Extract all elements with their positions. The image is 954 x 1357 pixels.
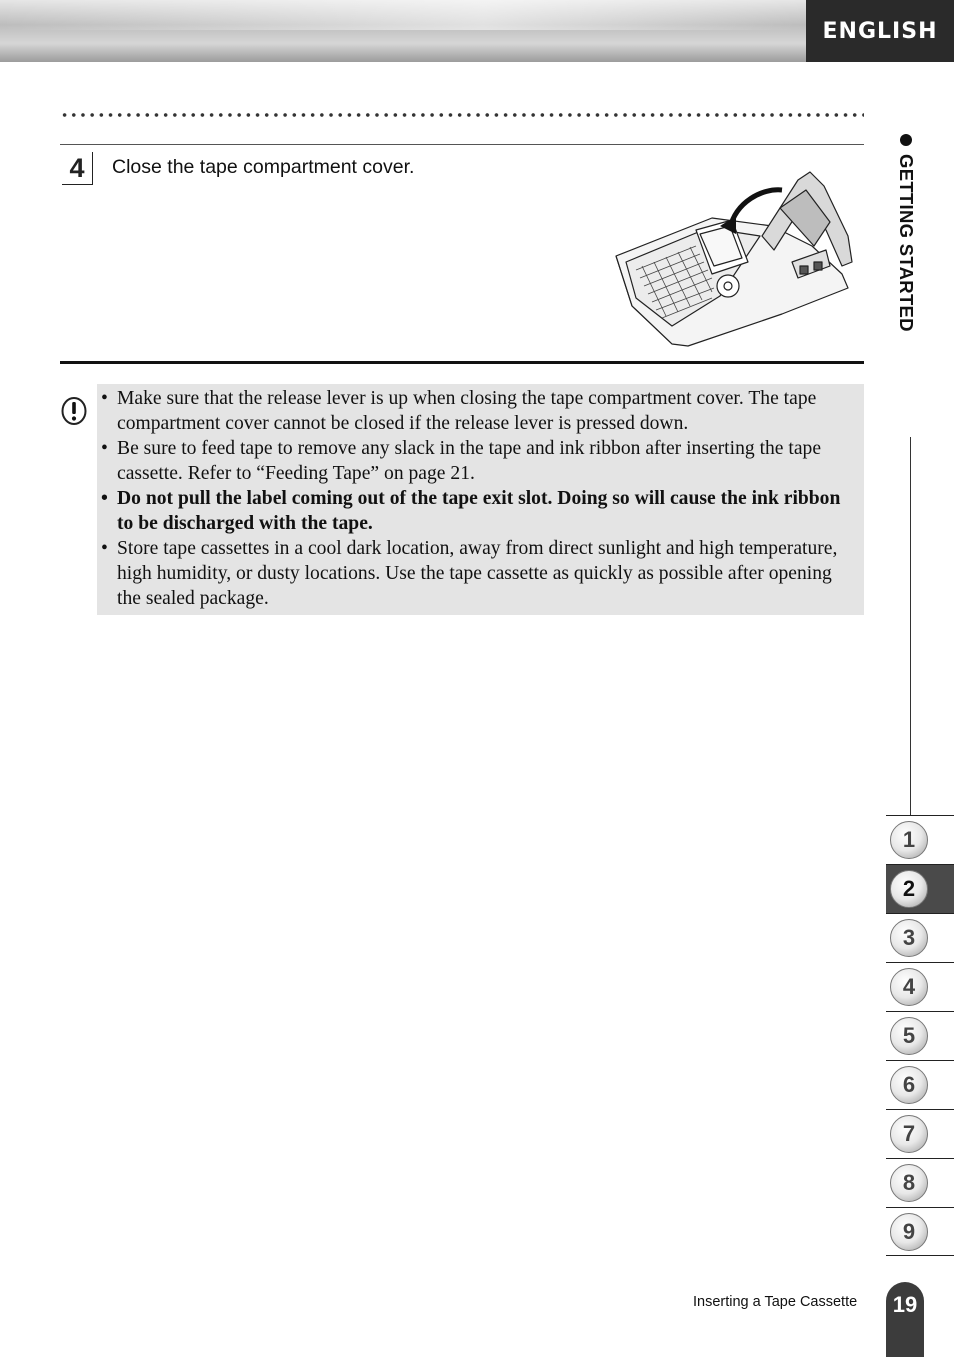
chapter-number: 2 [890,870,928,908]
footer-section-title: Inserting a Tape Cassette [693,1294,858,1310]
side-vertical-rule [910,437,911,815]
chapter-tabs [886,815,954,1256]
chapter-tab-6[interactable] [886,1060,954,1109]
chapter-number: 1 [890,821,928,859]
chapter-tab-8[interactable] [886,1158,954,1207]
chapter-number: 9 [890,1213,928,1251]
section-side-label-text: GETTING STARTED [896,154,917,332]
caution-text: Be sure to feed tape to remove any slack in the tape and ink ribbon after inserting the tape cassette. Refer to “Feeding Tape” on page 21. [117,438,822,484]
caution-text: Make sure that the release lever is up when closing the tape compartment cover. The tape compartment cover cannot be closed if the release lever is pressed down. [117,388,817,434]
chapter-tab-2-active[interactable] [886,864,954,913]
caution-icon [60,396,88,426]
chapter-tab-1[interactable] [886,815,954,864]
chapter-tab-5[interactable] [886,1011,954,1060]
chapter-tab-7[interactable] [886,1109,954,1158]
section-side-label [893,134,917,334]
dotted-divider [60,112,864,118]
chapter-number: 3 [890,919,928,957]
caution-list [101,386,859,611]
page-number: 19 [886,1282,924,1357]
bullet-dot-icon [900,134,912,146]
bullet: • [101,388,108,409]
bullet: • [101,438,108,459]
caution-item-warning [101,486,859,536]
label-printer-illustration [612,166,856,348]
caution-item [101,536,859,611]
chapter-tab-4[interactable] [886,962,954,1011]
caution-text: Do not pull the label coming out of the tape exit slot. Doing so will cause the ink ribbon to be discharged with the tape. [117,488,841,534]
chapter-number: 5 [890,1017,928,1055]
caution-item [101,386,859,436]
section-divider [60,361,864,364]
step-instruction: Close the tape compartment cover. [112,156,415,178]
chapter-number: 8 [890,1164,928,1202]
chapter-number: 4 [890,968,928,1006]
caution-note-box [97,384,864,615]
caution-item [101,436,859,486]
chapter-tab-9[interactable] [886,1207,954,1256]
step-number: 4 [62,152,93,185]
bullet: • [101,538,108,559]
caution-text: Store tape cassettes in a cool dark location, away from direct sunlight and high temperature, high humidity, or dusty locations. Use the tape cassette as quickly as possible after opening the sealed package. [117,538,838,609]
bullet: • [101,488,108,509]
step-top-rule [60,144,864,145]
chapter-number: 7 [890,1115,928,1153]
language-tab: ENGLISH [806,0,954,62]
header-bar [0,0,806,62]
chapter-tab-3[interactable] [886,913,954,962]
chapter-number: 6 [890,1066,928,1104]
